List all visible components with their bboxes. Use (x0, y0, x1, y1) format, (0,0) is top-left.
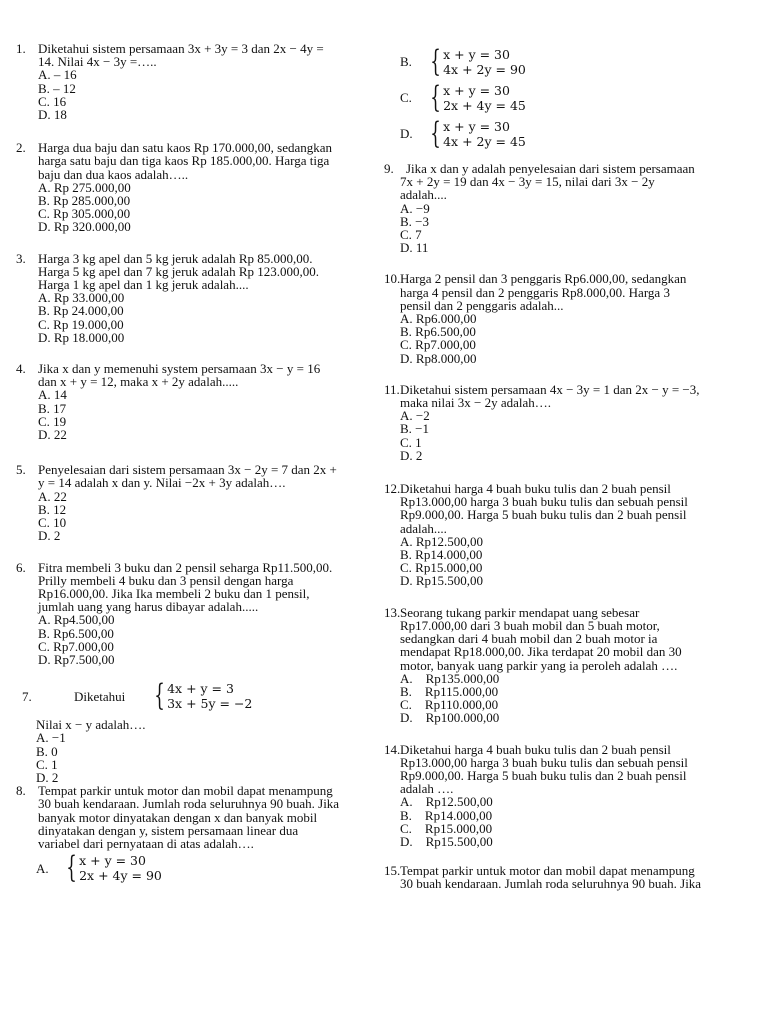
brace-icon: { (66, 850, 77, 886)
question-text: y = 14 adalah x dan y. Nilai −2x + 3y adalah…. (38, 475, 286, 491)
option-d: D. 2 (38, 528, 61, 544)
question-text: Diketahui harga 4 buah buku tulis dan 2 buah pensil (400, 481, 671, 497)
option-d: D. 22 (38, 427, 67, 443)
option-b: B. Rp115.000,00 (400, 683, 499, 699)
equation: x + y = 30 (443, 83, 510, 98)
option-a: A. Rp12.500,00 (400, 533, 484, 549)
option-b: B. 12 (38, 501, 67, 517)
question-text: maka nilai 3x − 2y adalah…. (400, 395, 552, 411)
option-d: D. Rp8.000,00 (400, 350, 477, 366)
option-c (384, 80, 754, 116)
option-label: A. (36, 860, 49, 876)
brace-icon: { (430, 44, 441, 79)
option-d: D. Rp 18.000,00 (38, 329, 125, 345)
question-text: Prilly membeli 4 buku dan 3 pensil dengan harga (38, 572, 294, 588)
option-c: C. 19 (38, 413, 67, 429)
question-13 (384, 606, 754, 725)
brace-icon: { (430, 80, 441, 115)
question-text: dinyatakan dengan y, sistem persamaan linear dua (38, 822, 299, 838)
question-number: 3. (16, 250, 26, 266)
option-c: C. Rp110.000,00 (400, 697, 499, 713)
option-d: D. Rp7.500,00 (38, 651, 115, 667)
question-12 (384, 482, 754, 588)
question-number: 12. (384, 481, 401, 497)
question-text: Harga 2 pensil dan 3 penggaris Rp6.000,00, sedangkan (400, 271, 687, 287)
option-b: B. Rp14.000,00 (400, 547, 483, 563)
equation: 2x + 4y = 90 (79, 868, 162, 884)
option-d: D. Rp 320.000,00 (38, 219, 131, 235)
question-number: 2. (16, 140, 26, 156)
option-d: D. Rp15.500,00 (400, 573, 484, 589)
option-c: C. Rp15.000,00 (400, 820, 493, 836)
option-d: D. Rp100.000,00 (400, 710, 500, 726)
question-text: Seorang tukang parkir mendapat uang sebesar (400, 604, 640, 620)
question-number: 6. (16, 559, 26, 575)
equation: x + y = 30 (79, 853, 146, 869)
brace-icon: { (430, 116, 441, 151)
option-c: C. Rp15.000,00 (400, 560, 483, 576)
question-text: harga 4 pensil dan 2 penggaris Rp8.000,00. Harga 3 (400, 284, 670, 300)
question-text: Harga 1 kg apel dan 1 kg jeruk adalah.... (38, 277, 249, 293)
option-a: A. −2 (400, 408, 430, 424)
question-text: 30 buah kendaraan. Jumlah roda seluruhnya 90 buah. Jika (400, 876, 702, 892)
option-b (384, 44, 754, 80)
option-c: C. Rp7.000,00 (400, 337, 476, 353)
option-d: D. 2 (400, 447, 423, 463)
option-a: A. Rp4.500,00 (38, 612, 115, 628)
question-number: 7. (22, 688, 32, 704)
equation-system (150, 678, 253, 714)
question-number: 14. (384, 741, 401, 757)
question-text: Harga dua baju dan satu kaos Rp 170.000,00, sedangkan (38, 140, 333, 156)
question-text: Jika x dan y memenuhi system persamaan 3x − y = 16 (38, 361, 321, 377)
equation: x + y = 30 (443, 119, 510, 134)
question-4 (16, 362, 378, 441)
option-b: B. Rp 285.000,00 (38, 193, 131, 209)
option-d: D. 11 (400, 240, 429, 256)
option-a: A. 22 (38, 488, 67, 504)
question-number: 4. (16, 361, 26, 377)
option-a: A. – 16 (38, 67, 77, 83)
option-a: A. Rp12.500,00 (400, 794, 493, 810)
question-text: adalah.... (400, 187, 447, 203)
question-number: 1. (16, 41, 26, 56)
left-column (16, 42, 378, 886)
question-text: Penyelesaian dari sistem persamaan 3x − 2y = 7 dan 2x + (38, 462, 337, 478)
question-text: Jika x dan y adalah penyelesaian dari sistem persamaan (406, 161, 695, 176)
option-c: C. 16 (38, 93, 67, 109)
option-a: A. Rp135.000,00 (400, 670, 500, 686)
question-text: harga satu baju dan tiga kaos Rp 185.000,00. Harga tiga (38, 153, 330, 169)
question-text: Rp17.000,00 dari 3 buah mobil dan 5 buah motor, (400, 617, 660, 633)
option-c: C. Rp 19.000,00 (38, 316, 124, 332)
option-a: A. −1 (36, 730, 66, 746)
brace-icon: { (154, 678, 165, 714)
equation: 4x + y = 3 (167, 681, 234, 697)
option-b: B. – 12 (38, 80, 76, 96)
option-b: B. Rp 24.000,00 (38, 303, 124, 319)
question-number: 5. (16, 462, 26, 478)
question-text: banyak motor dinyatakan dengan x dan banyak mobil (38, 809, 318, 825)
option-b: B. Rp6.500,00 (400, 324, 476, 340)
question-number: 11. (384, 381, 400, 397)
option-b: B. 17 (38, 400, 67, 416)
option-a: A. Rp 275.000,00 (38, 179, 131, 195)
question-text: Nilai x − y adalah…. (36, 717, 146, 733)
question-text: Harga 3 kg apel dan 5 kg jeruk adalah Rp 85.000,00. (38, 250, 313, 266)
option-c: C. Rp 305.000,00 (38, 206, 131, 222)
question-text: 30 buah kendaraan. Jumlah roda seluruhnya 90 buah. Jika (38, 796, 340, 812)
option-d (384, 116, 754, 152)
question-text: Tempat parkir untuk motor dan mobil dapat menampung (400, 863, 695, 879)
option-a: A. Rp 33.000,00 (38, 290, 125, 306)
question-text: adalah …. (400, 781, 454, 797)
question-text: Rp13.000,00 harga 3 buah buku tulis dan sebuah pensil (400, 494, 688, 510)
question-text: variabel dari pernyataan di atas adalah…. (38, 835, 254, 851)
equation: 3x + 5y = −2 (167, 696, 253, 712)
question-9 (384, 162, 754, 254)
option-b: B. Rp6.500,00 (38, 625, 114, 641)
question-text: adalah.... (400, 520, 447, 536)
question-8-continued (384, 44, 754, 152)
question-15 (384, 864, 754, 890)
question-number: 9. (384, 161, 394, 176)
question-6 (16, 561, 378, 667)
option-a: A. 14 (38, 387, 67, 403)
question-text: pensil dan 2 penggaris adalah... (400, 297, 564, 313)
question-10 (384, 272, 754, 364)
option-c: C. 7 (400, 227, 422, 243)
option-d: D. 2 (36, 769, 59, 785)
question-number: 8. (16, 783, 26, 799)
question-14 (384, 743, 754, 849)
question-text: Diketahui harga 4 buah buku tulis dan 2 buah pensil (400, 741, 671, 757)
question-text: baju dan dua kaos adalah….. (38, 166, 189, 182)
equation: 2x + 4y = 45 (443, 98, 526, 113)
equation: 4x + 2y = 90 (443, 62, 526, 77)
option-b: B. −1 (400, 421, 430, 437)
question-text: motor, banyak uang parkir yang ia peroleh adalah …. (400, 657, 678, 673)
question-text: Rp9.000,00. Harga 5 buah buku tulis dan 2 buah pensil (400, 767, 687, 783)
question-text: jumlah uang yang harus dibayar adalah..... (38, 599, 259, 615)
option-label: B. (400, 54, 412, 70)
option-c: C. 10 (38, 515, 67, 531)
option-c: C. 1 (400, 434, 422, 450)
question-text: Fitra membeli 3 buku dan 2 pensil seharga Rp11.500,00. (38, 559, 333, 575)
option-a: A. −9 (400, 200, 430, 216)
question-5 (16, 463, 378, 542)
option-a (16, 850, 378, 886)
question-text: Rp13.000,00 harga 3 buah buku tulis dan sebuah pensil (400, 754, 688, 770)
question-text: Tempat parkir untuk motor dan mobil dapat menampung (38, 783, 333, 799)
option-label: D. (400, 126, 413, 142)
option-d: D. Rp15.500,00 (400, 833, 493, 849)
question-number: 15. (384, 863, 401, 879)
option-c: C. Rp7.000,00 (38, 638, 114, 654)
question-text: 7x + 2y = 19 dan 4x − 3y = 15, nilai dari 3x − 2y (400, 174, 655, 190)
option-label: C. (400, 90, 412, 106)
equation: 4x + 2y = 45 (443, 134, 526, 149)
question-text: mendapat Rp18.000,00. Jika terdapat 20 mobil dan 30 (400, 644, 682, 660)
option-b: B. Rp14.000,00 (400, 807, 493, 823)
option-c: C. 1 (36, 756, 58, 772)
question-text: Rp16.000,00. Jika Ika membeli 2 buku dan 1 pensil, (38, 585, 310, 601)
question-text: sedangkan dari 4 buah mobil dan 2 buah motor ia (400, 631, 658, 647)
question-text: Rp9.000,00. Harga 5 buah buku tulis dan 2 buah pensil (400, 507, 687, 523)
question-text: Diketahui sistem persamaan 4x − 3y = 1 dan 2x − y = −3, (400, 381, 700, 397)
question-1 (16, 42, 378, 121)
question-text: 14. Nilai 4x − 3y =….. (38, 54, 157, 70)
question-2 (16, 141, 378, 233)
option-b: B. 0 (36, 743, 58, 759)
option-a: A. Rp6.000,00 (400, 311, 477, 327)
question-text: dan x + y = 12, maka x + 2y adalah..... (38, 374, 239, 390)
question-3 (16, 252, 378, 344)
question-number: 10. (384, 271, 401, 287)
option-b: B. −3 (400, 213, 430, 229)
option-d: D. 18 (38, 107, 67, 123)
equation: x + y = 30 (443, 47, 510, 62)
right-column (384, 44, 754, 891)
question-label: Diketahui (74, 688, 126, 704)
question-number: 13. (384, 604, 401, 620)
question-text: Harga 5 kg apel dan 7 kg jeruk adalah Rp 123.000,00. (38, 263, 319, 279)
question-text: Diketahui sistem persamaan 3x + 3y = 3 dan 2x − 4y = (38, 41, 324, 56)
question-8 (16, 784, 378, 886)
question-7 (16, 678, 378, 784)
question-11 (384, 383, 754, 462)
